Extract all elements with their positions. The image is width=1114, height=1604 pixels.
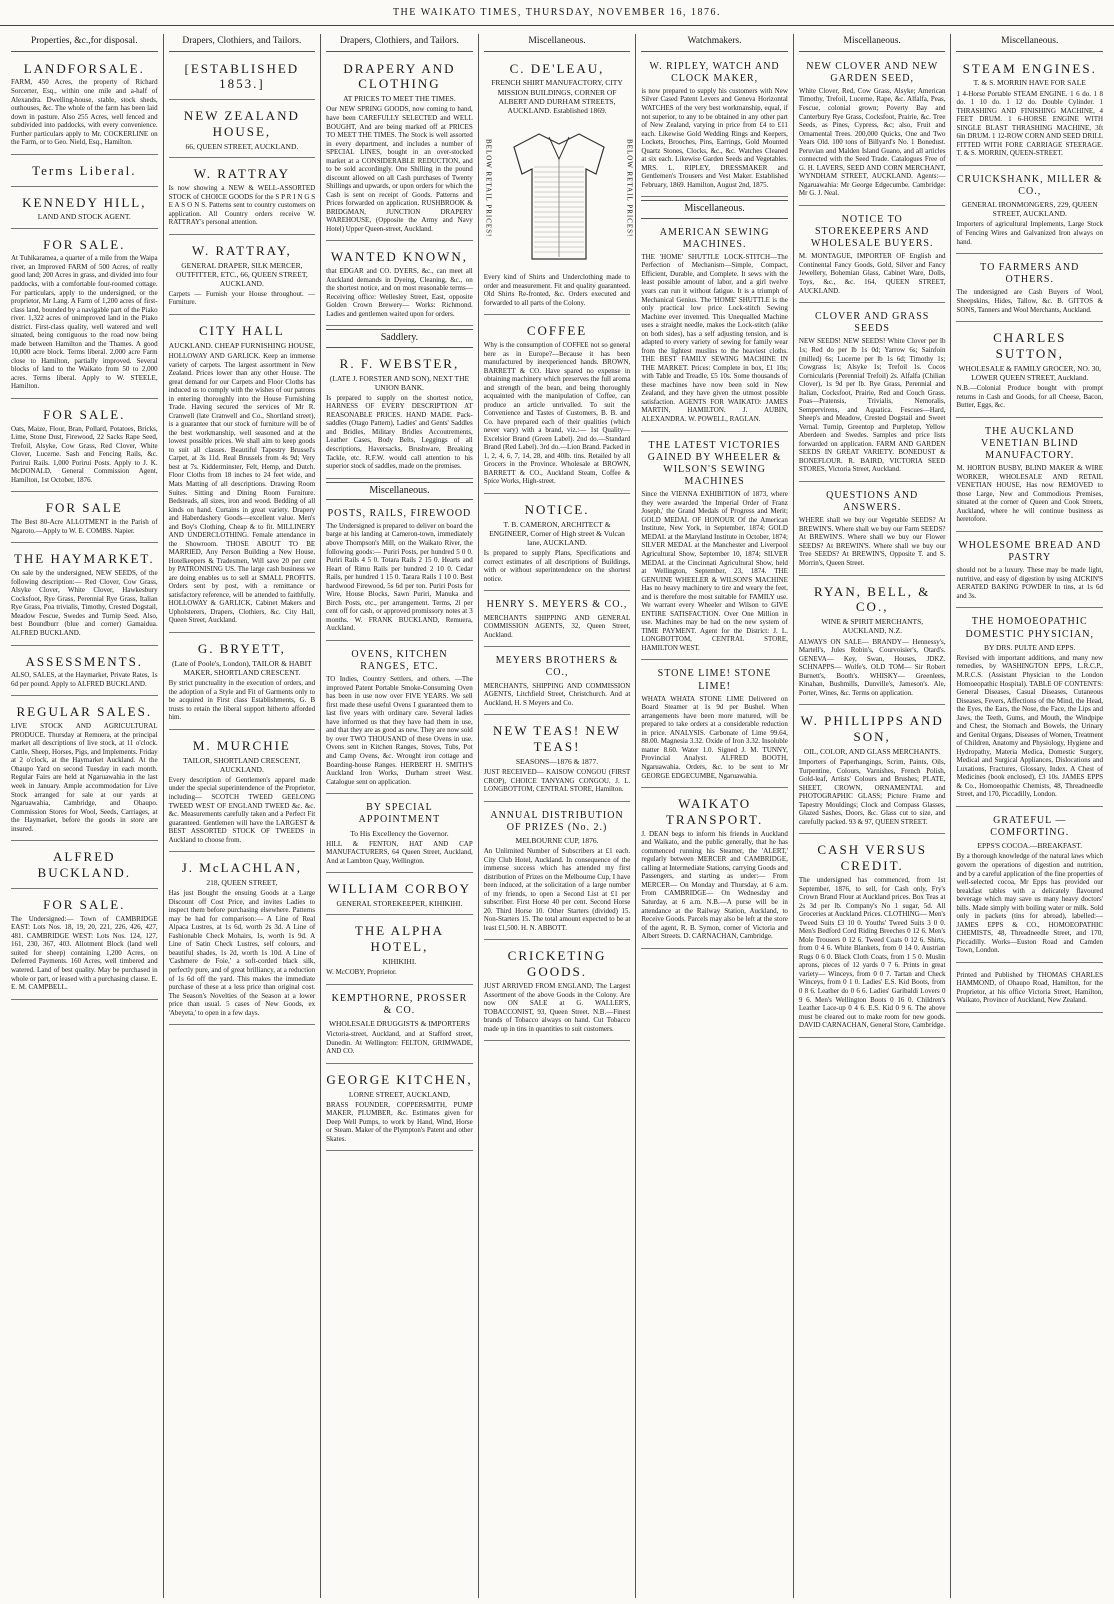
ad-title: FOR SALE.: [43, 406, 126, 422]
ad-body: is now prepared to supply his customers with New Silver Cased Patent Levers and Geneva Horizontal WATCHES of the very best workmanship, equal, if not superior, to any to be obtained in any other part of New Zealand, varying in price from £4 to £11 each. Likewise Gold Wedding Rings and Keepers, Lockets, Brooches, Pins, Earrings, Gold Mounted Quartz Stones, Clocks, &c., &c. Watches Cleaned at six each. Likewise Garden Seeds and Vegetables. MRS. L. RIPLEY, DRESSMAKER and Gentlemen's Trousers and Vest Maker. Established February, 1869. Hamilton, August 2nd, 1875.: [641, 86, 788, 189]
ad-title: ALFRED BUCKLAND.: [37, 849, 132, 881]
advertisement: [169, 161, 316, 235]
section-heading: Miscellaneous.: [641, 200, 788, 218]
ad-title: FOR SALE: [45, 500, 123, 516]
ad-title: CITY HALL: [198, 323, 285, 339]
ad-title: WILLIAM CORBOY: [327, 881, 472, 897]
ad-body: JUST ARRIVED FROM ENGLAND, The Largest Assortment of the above Goods in the Colony. Are now ON SALE at G. WALLER'S, TOBACCONIST, 93, Queen Street. N.B.—Finest brands of Tobacco always on hand. Cut Tobacco made up in tins in quantities to suit customers.: [483, 982, 631, 1033]
column-2: [163, 34, 321, 1598]
column-1: [6, 34, 163, 1598]
ad-title: THE LATEST VICTORIES GAINED BY WHEELER & WILSON'S SEWING MACHINES: [647, 439, 782, 488]
ad-body: Carpets — Furnish your House throughout. — Furniture.: [168, 289, 316, 307]
advertisement: [956, 56, 1103, 166]
ad-title: LANDFORSALE.: [23, 60, 145, 76]
ad-subtitle: AUCKLAND. CHEAP FURNISHING HOUSE,: [168, 340, 315, 350]
ad-title: M. MURCHIE: [192, 737, 291, 753]
ad-title: CRUICKSHANK, MILLER & CO.,: [956, 173, 1103, 198]
ad-body: HILL & FENTON, HAT AND CAP MANUFACTURERS, 64 Queen Street, Auckland, And at Lambton Quay, Wellington.: [326, 839, 473, 865]
ad-title: AMERICAN SEWING MACHINES.: [659, 226, 770, 250]
advertisement: [169, 56, 316, 101]
ad-title: TO FARMERS AND OTHERS.: [980, 262, 1080, 286]
ad-title: HENRY S. MEYERS & CO.,: [486, 599, 628, 611]
ad-title: W. RATTRAY: [193, 166, 291, 182]
ad-subtitle: TAILOR, SHORTLAND CRESCENT, AUCKLAND.: [183, 755, 301, 774]
ad-subtitle: GENERAL IRONMONGERS, 229, QUEEN STREET, AUCKLAND.: [961, 200, 1098, 219]
ad-subtitle: T. & S. MORRIN HAVE FOR SALE: [973, 78, 1086, 88]
advertisement: [326, 876, 473, 915]
vertical-caption-right: BELOW RETAIL PRICES!: [625, 139, 634, 238]
advertisement: [169, 733, 316, 852]
column-6: [793, 34, 951, 1598]
advertisement: [326, 918, 473, 984]
ad-body: The Undersigned:— Town of CAMBRIDGE EAST: Lots Nos. 18, 19, 20, 221, 226, 426, 427, 481. CAMBRIDGE WEST: Lots Nos. 124, 127, 161, 230, 367, 403. Allotment Block (land well suited for sheep) containing 1,200 Acres, on Deferred Payments. 160 Acres, well timbered and watered. Land of best quality. May be purchased in whole or part, or leased with a purchasing clause. E. E. M. CAMPBELL.: [11, 914, 158, 992]
advertisement: [169, 238, 316, 315]
ad-title: THE HAYMARKET.: [13, 551, 155, 567]
ad-subtitle: KIHIKIHI.: [382, 956, 417, 966]
advertisement: [799, 837, 946, 1037]
ad-subtitle: OIL, COLOR, AND GLASS MERCHANTS.: [803, 746, 941, 756]
ad-body: The Best 80-Acre ALLOTMENT in the Parish of Ngaroto.—Apply to W. E. COMBS. Napier.: [11, 518, 158, 535]
advertisement: [799, 56, 946, 206]
advertisement: [484, 718, 631, 801]
ad-title: FOR SALE.: [43, 896, 126, 912]
ad-body: M. HORTON BUSBY, BLIND MAKER & WIRE WORKER, WHOLESALE AND RETAIL VENETIAN HOUSE, Has now REMOVED to those Large, New and Commodious Premises, situated at the corner of Queen and Cook Streets, Auckland, where he will continue business as heretofore.: [956, 464, 1104, 524]
advertisement: [169, 103, 316, 158]
ad-body: ALSO, SALES, at the Haymarket, Private Rates, 1s 6d per pound. Apply to ALFRED BUCKLAND.: [11, 671, 158, 688]
advertisement: [484, 943, 631, 1041]
ad-title: W. RIPLEY, WATCH AND CLOCK MAKER,: [649, 60, 780, 84]
ad-title: C. DE'LEAU,: [509, 60, 605, 76]
advertisement: [956, 535, 1103, 609]
ad-title: THE HOMOEOPATHIC DOMESTIC PHYSICIAN,: [965, 616, 1094, 640]
ad-body: Oats, Maize, Flour, Bran, Pollard, Potatoes, Bricks, Lime, Stone Dust, Firewood, 22 Sacks Rape Seed, Trefoil, Alsyke, Cow Grass, Red Clover, White Clover, Lucerne. Sash and Fencing Rails, &c. Porirui Rails. 1,000 Porirui Posts. Apply to J. K. McDONALD, General Commission Agent, Hamilton, 1st October, 1876.: [11, 424, 158, 484]
ad-subtitle: 66, QUEEN STREET, AUCKLAND.: [185, 142, 299, 152]
advertisement: [956, 325, 1103, 418]
ad-body: W. McCOBY, Proprietor.: [326, 968, 397, 977]
column-7: [950, 34, 1108, 1598]
ad-body: N.B.—Colonial Produce bought with prompt returns in Cash and Goods, for all Cheese, Bacon, Butter, Eggs, &c.: [956, 384, 1104, 410]
ad-subtitle: LORNE STREET, AUCKLAND,: [348, 1089, 450, 1099]
ad-body: JUST RECEIVED— KAISOW CONGOU (FIRST CROP), CHOICE TANYANG CONGOU. J. L. LONGBOTTOM, CENTRAL STORE, Hamilton.: [483, 768, 631, 794]
advertisement: [799, 708, 946, 834]
ad-body: By strict punctuality in the execution of orders, and the adoption of a Style and Fit of Garments only to be acquired in First class Establishments, G. B trusts to retain the liberal support hitherto afforded him.: [168, 679, 316, 722]
advertisement: [641, 791, 788, 949]
advertisement: [11, 232, 158, 399]
advertisement: [11, 402, 158, 493]
masthead: THE WAIKATO TIMES, THURSDAY, NOVEMBER 16, 1876.: [0, 0, 1114, 26]
ad-title: CHARLES SUTTON,: [993, 330, 1067, 361]
column-5: [635, 34, 793, 1598]
advertisement: [641, 222, 788, 432]
ad-body: An Unlimited Number of Subscribers at £1 each. City Club Hotel, Auckland. In consequence of the immense success which has attended my first distribution of Prizes on the Melbourne Cup, I have been induced, at the solicitation of a large number of my friends, to open a Second List at £1 per subscriber. First Horse 40 per cent. Second Horse 20. Third Horse 10. Other Starters (divided) 15. Non-Starters 15. The total amount expected to be at least £1,500. H. N. ABBOTT.: [483, 847, 631, 932]
advertisement: [956, 611, 1103, 807]
ad-body: WHERE shall we buy our Vegetable SEEDS? At BREWIN'S. Where shall we buy our Farm SEEDS? At BREWIN'S. Where shall we buy our Flower SEEDS? At BREWIN'S. Where shall we buy our Tree SEEDS? At BREWIN'S, Opposite T. and S. Morrin's, Queen Street.: [798, 516, 946, 567]
advertisement: [956, 966, 1103, 1013]
ad-title: W. RATTRAY,: [191, 242, 292, 258]
ad-title: KENNEDY HILL,: [22, 194, 147, 210]
ad-title: THE AUCKLAND VENETIAN BLIND MANUFACTORY.: [980, 425, 1079, 462]
ad-title: Terms Liberal.: [32, 162, 137, 178]
ad-body: Importers of agricultural Implements, Large Stock of Fencing Wires and Galvanized Iron always on hand.: [956, 220, 1104, 246]
ad-title: WAIKATO TRANSPORT.: [665, 796, 764, 827]
ad-title: WANTED KNOWN,: [330, 249, 469, 265]
ad-subtitle: 218, QUEEN STREET,: [206, 878, 278, 888]
ad-subtitle: To His Excellency the Governor.: [350, 828, 449, 838]
ad-title: NOTICE TO STOREKEEPERS AND WHOLESALE BUYERS.: [810, 213, 934, 250]
column-heading: Properties, &c.,for disposal.: [11, 34, 158, 52]
ad-title: NEW CLOVER AND NEW GARDEN SEED,: [806, 60, 939, 84]
ad-title: GRATEFUL — COMFORTING.: [990, 814, 1070, 839]
ad-body: J. DEAN begs to inform his friends in Auckland and Waikato, and the public generally, that he has commenced running his Steamer, the 'ALERT,' regularly between MERCER and CAMBRIDGE, calling at Intermediate Stations, carrying Goods and Passengers, and starting as under:— From MERCER— On Monday and Thursday, at 6 a.m. From CAMBRIDGE— On Wednesday and Saturday, at 6 a.m. N.B.—A purse will be in attendance at the Railway Station, Auckland, to Receive Goods. Parcels may also be left at the store of the agent, R. B. Symon, corner of Victoria and Albert Streets. D. CARNACHAN, Cambridge.: [641, 829, 788, 941]
advertisement: [11, 699, 158, 841]
ad-title: NOTICE.: [524, 502, 590, 518]
column-heading: Miscellaneous.: [799, 34, 946, 52]
ad-body: WHATA WHATA STONE LIME Delivered on Board Steamer at 1s 9d per Bushel. When arrangements have been more matured, will be prepared to take orders at a considerable reduction in price. ANALYSIS. Carbonate of Lime 99.64, 88.00. Magnesia 3.32. Oxide of Iron 3.32. Insoluble matter 8.60. Water 1.0. Signed J. M. TUNNY, Provincial Analyst. ALFRED BOOTH, Ngaruawahia. Orders, &c. to be sent to Mr GEORGE EDGECUMBE, Ngaruawahia.: [641, 694, 788, 780]
ad-body: HOLLOWAY AND GARLICK. Keep an immense variety of carpets. The largest assortment in New Zealand. Prices lower than any other House. The great demand for our Carpets and Floor Cloths has induced us to comply with the wishes of our patrons in entering thoroughly into the House Furnishing Trade. Having secured the services of Mr R. Cranwell (late Cranwell and Co., Shortland street), is a guarantee that our stock of furniture will be of the best workmanship, well seasoned and at the lowest possible prices. We shall aim to keep goods to suit all classes. Beautiful Tapestry Brussel's Carpet, at 3s 11d. Real Brussels from 4s 9d; Very best at 7s. Kidderminster, Felt, Hemp, and Dutch. Floor Cloths from 18 inches to 24 feet wide, and Mats Matting of all descriptions. Drawing Room Suites. Sitting and Dining Room Furniture. Bedsteads, all sizes, iron and wood. Bedding of all kinds on hand. Curtains in great variety. Drapery and Haberdashery Goods—excellent value. Men's and Boy's Clothing, Cheap & to fit. MILLINERY AND UNDERCLOTHING. Female attendance in the Showroom. THOSE ABOUT TO BE MARRIED, Any Person Building a New House, Hotelkeepers & Tradesmen, Will save 20 per cent by PATRONISING US. The large cash business we are doing enables us to sell at SMALL PROFITS. Orders sent by post, with a remittance or satisfactory reference, will be attended to faithfully. HOLLOWAY & GARLICK, Cabinet Makers and Upholsterers, Drapers, Clothiers, &c. City Hall, Queen Street, Auckland.: [168, 352, 316, 625]
advertisement: [326, 244, 473, 326]
ad-title: FOR SALE.: [43, 236, 126, 252]
ad-title: REGULAR SALES.: [16, 704, 153, 720]
ad-body: By a thorough knowledge of the natural laws which govern the operations of digestion and nutrition, and by a careful application of the fine properties of well-selected cocoa, Mr Epps has provided our breakfast tables with a delicately flavoured beverage which may save us many heavy doctors' bills. Made simply with boiling water or milk. Sold only in packets (tins for abroad), labelled:— JAMES EPPS & CO., HOMOEOPATHIC CHEMISTS, 48, Threadneedle Street, and 170, Piccadilly. Works—Euston Road and Camden Town, London.: [956, 852, 1104, 955]
ad-title: CASH VERSUS CREDIT.: [817, 842, 927, 874]
column-heading: Miscellaneous.: [484, 34, 631, 52]
ad-title: DRAPERY AND CLOTHING: [343, 60, 456, 92]
ad-subtitle: GENERAL STOREKEEPER, KIHIKIHI.: [336, 899, 463, 909]
ad-title: STEAM ENGINES.: [962, 60, 1097, 76]
advertisement: [799, 579, 946, 706]
ad-title: THE ALPHA HOTEL,: [354, 923, 445, 955]
ad-body: White Clover, Red, Cow Grass, Alsyke; American Timothy, Trefoil, Lucerne, Rape, &c. Alfalfa, Peas, Fescue, colonial grown; Poverty Bay and Canterbury Rye Grass, Cocksfoot, Prairie, &c. Tree Seeds, as Pines, Cypress, &c; also, Fruit and Ornamental Trees. 200,000 Quicks, One and Two Years Old. 100 tons of Billyard's No. 1 Bonedust. Peruvian and Malden Island Guano, and all articles connected with the Seed Trade. Catalogues Free of G. H. LAVERS, SEED AND CORN MERCHANT, WYNDHAM STREET, AUCKLAND. Agents:—Ngaruawahia: Mr George Edgecumbe. Cambridge: Mr G. J. Neal.: [798, 86, 946, 198]
ad-body: TO Indies, Country Settlers, and others. —The improved Patent Portable Smoke-Consuming Oven has been in use now over FIVE YEARS. We sell first made these useful Ovens I guaranteed them to last five years with ordinary care. Several ladies have informed us that they have had them in use, and that they are as good as new. They are now sold by over TWO THOUSAND of these Ovens in use. Ovens sent in Kitchen Ranges, Stoves, Tubs, Pot and Camp Ovens, &c. Wrought iron cottage and Boarding-house Ranges. HERBERT H. SMITH'S Auckland Iron Works, Durham street West. Catalogue sent on application.: [326, 675, 473, 786]
ad-body: THE 'HOME' SHUTTLE LOCK-STITCH—The Perfection of Mechanism—Simple, Compact, Efficient, Durable, and Complete. It sews with the least possible amount of labor, and a girl twelve years can run it without fatigue. It is a triumph of Mechanical Genius. The 'HOME' SHUTTLE is the only practical low price Lock-stitch Sewing Machine ever invented. This Unequalled Machine uses a straight needle, makes the Lock-stitch (alike on both sides), has a self adjusting tension, and is adapted to every variety of sewing for family wear from the lightest muslins to the heaviest cloths. THE BEST FAMILY SEWING MACHINE IN THE MARKET. Prices: Complete in box, £1 10s; with Table and Treadle, £5 10s. Some thousands of these machines have now been sold in New Zealand, and they have given the utmost possible satisfaction. AGENTS FOR WAIKATO: JAMES MARTIN, HAMILTON. J. AUBIN, ALEXANDRA. W. POWELL, RAGLAN.: [641, 252, 788, 423]
ad-subtitle: GENERAL DRAPER, SILK MERCER, OUTFITTER, ETC., 66, QUEEN STREET, AUCKLAND.: [176, 260, 308, 288]
advertisement: [484, 497, 631, 591]
ad-body: Why is the consumption of COFFEE not so general here as in Europe?—Because it has been manufactured by inexperienced hands. BROWN, BARRETT & CO. Have spared no expense in obtaining machinery which preserves the full aroma and strength of the bean, and being thoroughly acquainted with the manipulation of Coffee, can produce an article unrivalled. To suit the Convenience and Tastes of Customers, B. B. and Co. have prepared each of their qualities (which never vary) with a brand, viz.:— 1st Quality—Excelsior Brand (Green Label). 2nd do.—Standard Brand (Red Label). 3rd do.—Lion Brand. Packed in 1, 2, 4, 6, 7, 14, 28, and 40lb. tins. Retailed by all Grocers in the Province. Wholesale at BROWN, BARRETT & CO., Auckland Steam, Coffee & Spice Works, High-street.: [483, 340, 631, 486]
ad-body: MERCHANTS SHIPPING AND GENERAL COMMISSION AGENTS, 32, Queen Street, Auckland.: [483, 613, 631, 639]
advertisement: [169, 636, 316, 730]
ad-body: Is now showing a NEW & WELL-ASSORTED STOCK of CHOICE GOODS for the S P R I N G S E A S O N S. Patterns sent to country customers on application. All Country orders receive W. RATTRAY's personal attention.: [168, 184, 316, 227]
ad-subtitle: T. B. CAMERON, ARCHITECT & ENGINEER, Corner of High street & Vulcan lane, AUCKLAND.: [489, 519, 625, 548]
ad-subtitle: BY DRS. PULTE AND EPPS.: [983, 642, 1076, 652]
ad-subtitle: (LATE J. FORSTER AND SON), NEXT THE UNION BANK.: [329, 373, 470, 392]
ad-title: ASSESSMENTS.: [25, 653, 144, 669]
advertisement: [169, 318, 316, 633]
ad-body: Has just Bought the ensuing Goods at a Large Discount off Cost Price, and invites Ladies to inspect them before purchasing elsewhere. Patterns may be had for comparison:— A Line of Real Alpaca Lustres, at 1s 6d, worth 2s 3d. A Line of Fashionable Check Mohairs, 1s, worth 1s 9d. A Line of Satin Check Lustres, self colours, and beautiful shades, 1s 2d, worth 1s 10d. A Line of 'Cashmere de Foie,' a soft-corded black silk, perfectly pure, and of great brilliancy, at a reduction of 1s 6d off the yard. This makes the immediate purchase of these at a less price than original cost. The Season's Novelties of the Season at a lower price than usual. 5 cases of New Goods, ex 'Abeyeta,' to open in a few days.: [168, 889, 316, 1017]
ad-body: Since the VIENNA EXHIBITION of 1873, where they were awarded 'the Imperial Order of Franz Joseph,' the Grand Medals of Progress and Merit; GOLD MEDAL OF HONOUR Of the American Institute, New York, in September, 1874; GOLD MEDAL at the Maryland Institute in October, 1874; SILVER MEDAL at the Manchester and Liverpool Agricultural Show, September 10, 1874; SILVER MEDAL at the Cincinnati Agricultural Show, held at Wellington, September, 23, 1874. THE GENUINE WHEELER & WILSON'S MACHINE Has no heavy machinery to tire and weary the feet, and is therefore the most suitable for FAMILY use. We warrant every Wheeler and Wilson to GIVE ENTIRE SATISFACTION. Over One Million in use. Machines may be had on the new system of TIME PAYMENT. Agent for the District: J. L. LONGBOTTOM, CENTRAL STORE, HAMILTON WEST.: [641, 490, 788, 652]
ad-subtitle: LAND AND STOCK AGENT.: [37, 212, 131, 222]
advertisement: [956, 421, 1103, 532]
advertisement: [11, 495, 158, 543]
ad-title: COFFEE: [526, 323, 588, 339]
ad-body: Is prepared to supply on the shortest notice, HARNESS OF EVERY DESCRIPTION AT REASONABLE PRICES. HAND MADE. Pack-saddles (Otago Pattern), Ladies' and Gents' Saddles and Bridles, Military Bridles Accoutrements, Leather Cases, Body Belts, Leggings of all descriptions, Haversacks, Brushware, Breaking Tackle, etc. R.F.W. would call attention to his superior stock of saddles, made on the premises.: [326, 393, 473, 471]
ad-subtitle: MELBOURNE CUP, 1876.: [515, 836, 599, 845]
ad-body: The undersigned has commenced, from 1st September, 1876, to sell, for Cash only, Fry's Crown Brand Flour at Auckland prices. Box Teas at 2s 3d per lb. Company's No 1 sugar, 5d. All Groceries at Auckland Prices. CLOTHING— Men's Tweed Suits £3 10 0. Youths' Tweed Suits 3 0 0. Men's Bedford Cord Riding Breeches 0 12 6. Men's Mole Trousers 0 12 6. Tweed Coats 0 12 6. Shirts, from 0 4 6. White Blankets, from 0 14 0. Austrian Rugs 0 6 0. Black Cloth Coats, from 1 5 0. Muslin aprons, pieces of 12 yards 0 7 6. Prints in great variety— Winceys, from 0 0 7. Tartan and Check Winceys, from 0 1 0. Ladies' E.S. Kid Boots, from 0 8 6. Leather do 0 6 6. Ladies' Garibaldi Lovers 0 9 6. Men's Wellington Boots 0 16 0. Children's Leather Lace-up 0 4 6. E.S. Kid 0 9 6. The above must be cleared out to make room for new goods. DAVID CARNACHAN, General Store, Cambridge.: [798, 876, 946, 1030]
ad-title: G. BRYETT,: [197, 641, 286, 657]
ad-body: Every description of Gentlemen's apparel made under the special superintendence of the Proprietor, including— SCOTCH TWEED GEELONG TWEED WEST OF ENGLAND TWEED &c. &c. &c. Measurements carefully taken and a Perfect Fit guaranteed. Gentlemen will have the LARGEST & BEST ASSORTED STOCK OF TWEEDS in Auckland to choose from.: [168, 775, 316, 844]
ad-body: The Undersigned is prepared to deliver on board the barge at his landing at Cameron-town, immediately above Thompson's Mill, on the Waikato River, the following goods:— Puriri Posts, per hundred 5 0 0. Puriri Rails 4 5 0. Totara Rails 2 15 0. Hearts and Heart of Rimu Rails per hundred 2 10 0. Cedar Rails, per hundred 1 15 0. Tarara Rails 1 10 0. Best hardwood Firewood, 5s 6d per ton. Puriri Posts for Wire, House Blocks, Sawn Puriri, Manuka and Birch Posts, etc., per arrangement. Terms, 2l per cent off for cash, or approved promissory notes at 3 months. W. FRANK BUCKLAND, Remuera, Auckland.: [326, 521, 473, 633]
ad-title: STONE LIME! STONE LIME!: [657, 668, 772, 692]
ad-subtitle: WINE & SPIRIT MERCHANTS, AUCKLAND, N.Z.: [821, 617, 924, 636]
ad-body: Importers of Paperhangings, Scrim, Paints, Oils, Turpentine, Colours, Varnishes, French Polish, Gold-leaf, Artists' Colours and Brushes; PLATE, SHEET, CROWN, ORNAMENTAL and PHOTOGRAPHIC GLASS; Picture Frame and Tapestry Mouldings; Clock and Compass Glasses, Glazed Sashes, Doors, &c. Glass cut to size, and carefully packed. 93 & 97, QUEEN STREET.: [798, 758, 946, 826]
ad-body: Is prepared to supply Plans, Specifications and correct estimates of all descriptions of Buildings, with or without superintendence on the shortest notice.: [483, 549, 631, 583]
advertisement: [956, 257, 1103, 322]
advertisement: [956, 169, 1103, 254]
advertisement: [326, 503, 473, 641]
ad-title: MEYERS BROTHERS & CO.,: [495, 655, 619, 679]
column-heading: Miscellaneous.: [956, 34, 1103, 52]
ad-body: 1 4-Horse Portable STEAM ENGINE. 1 6 do. 1 8 do. 1 10 do. 1 12 do. Double Cylinder. 1 THRASHING AND FINISHING MACHINE, 4 FEET DRUM. 1 6-HORSE ENGINE WITH SINGLE BLAST THRASHING MACHINE, 3ft 6in DRUM. 1 12-ROW CORN AND SEED DRILL FITTED WITH FORE CARRIAGE STEERAGE. T. & S. MORRIN, QUEEN-STREET.: [956, 89, 1104, 158]
column-4: [478, 34, 636, 1598]
column-heading: Drapers, Clothiers, and Tailors.: [169, 34, 316, 52]
ad-title: CLOVER AND GRASS SEEDS: [815, 311, 930, 335]
advertisement: [11, 546, 158, 645]
advertisement: [326, 988, 473, 1064]
advertisement: [11, 158, 158, 187]
advertisement: [484, 805, 631, 941]
advertisement: [11, 892, 158, 1000]
ad-title: [ESTABLISHED 1853.]: [184, 60, 300, 92]
advertisement: [11, 56, 158, 155]
ad-subtitle: SEASONS—1876 & 1877.: [515, 756, 599, 766]
advertisement: [799, 306, 946, 482]
advertisement: [11, 190, 158, 229]
ad-title: BY SPECIAL APPOINTMENT: [358, 802, 441, 826]
ad-body: Printed and Published by THOMAS CHARLES HAMMOND, of Ohaupo Road, Hamilton, for the Proprietor, at his office Victoria Street, Hamilton, Waikato, Province of Auckland, New Zealand.: [956, 970, 1104, 1005]
advertisement: [326, 351, 473, 479]
shirt-illustration: [484, 119, 634, 269]
advertisement: [483, 56, 634, 316]
ad-title: OVENS, KITCHEN RANGES, ETC.: [351, 648, 448, 673]
ad-body: M. MONTAGUE, IMPORTER OF English and Continental Fancy Goods, Gold, Silver and Fancy Jewellery, Bohemian Glass, Cabinet Ware, Dolls, Toys, &c., &c. 164, QUEEN STREET, AUCKLAND.: [798, 252, 946, 295]
advertisement: [11, 844, 158, 889]
advertisement: [484, 650, 631, 715]
section-heading: Miscellaneous.: [326, 482, 473, 500]
advertisement: [484, 594, 631, 647]
ad-body: Our NEW SPRING GOODS, now coming to hand, have been CAREFULLY SELECTED and WELL BOUGHT, And are being marked off at PRICES TO MEET THE TIMES. The Stock is well assorted in every department, and includes a number of SPECIAL LINES, bought in an over-stocked market at a CONSIDERABLE REDUCTION, and to be sold accordingly. One Shilling in the pound discount allowed on all Cash purchases of Twenty Shillings and upwards, or upon orders for which the Cash is sent on receipt of Goods. Patterns and Prices forwarded on application. RUSHBROOK & BRIDGMAN, JUNCTION DRAPERY WAREHOUSE, (Opposite the Army and Navy Hotel) Upper Queen-street, Auckland.: [326, 105, 473, 233]
ad-title: R. F. WEBSTER,: [339, 355, 460, 371]
ad-title: QUESTIONS AND ANSWERS.: [826, 489, 919, 514]
ad-title: KEMPTHORNE, PROSSER & CO.: [331, 992, 468, 1016]
ad-title: POSTS, RAILS, FIREWOOD: [327, 507, 472, 519]
advertisement: [799, 209, 946, 303]
column-heading: Watchmakers.: [641, 34, 788, 52]
section-heading: Saddlery.: [326, 329, 473, 347]
ad-subtitle: FRENCH SHIRT MANUFACTORY, CITY MISSION BUILDINGS, CORNER OF ALBERT AND DURHAM STREETS, AUCKLAND. Established 1869.: [491, 78, 623, 115]
ad-subtitle: WHOLESALE & FAMILY GROCER, NO. 30, LOWER QUEEN STREET, Auckland.: [958, 363, 1102, 382]
ad-body: On sale by the undersigned, NEW SEEDS, of the following description:— Red Clover, Cow Grass, Alsyke Clover, White Clover, Hawkesbury Cocksfoot, Rye Grass, Perennial Rye Grass, Italian Rye Grass, Poa trivialis, Timothy, Crested Dogstail, Meadow Fescue, Swedes and Turnip Seed. Also, best Boundburr (blue and corner) Gamaidua. ALFRED BUCKLAND.: [11, 569, 158, 637]
advertisement: [956, 810, 1103, 963]
column-container: [6, 34, 1108, 1598]
advertisement: [641, 56, 788, 198]
ad-body: Victoria-street, Auckland, and at Stafford street, Dunedin. At Wellington: FELTON, GRIMWADE, AND CO.: [326, 1030, 473, 1056]
ad-title: RYAN, BELL, & CO.,: [814, 583, 931, 615]
ad-body: Every kind of Shirts and Underclothing made to order and measurement. Fit and quality guaranteed. Old Shirts Re-fronted, &c. Orders executed and forwarded to all parts of the Colony.: [483, 273, 631, 307]
ad-title: ANNUAL DISTRIBUTION OF PRIZES (No. 2.): [490, 809, 624, 833]
advertisement: [11, 649, 158, 697]
ad-body: that EDGAR and CO. DYERS, &c., can meet all Auckland demands in Dyeing, Cleaning, &c., on the shortest notice, and on most reasonable terms—Receiving office: Wellesley Street, East, opposite Golden Crown Brewery— Works: Richmond. Ladies and gentlemen waited upon for orders.: [326, 267, 473, 318]
ad-body: ALWAYS ON SALE— BRANDY— Hennessy's, Martell's, Jules Robin's, Courvoisier's, Otard's. GENEVA— Key, Swan, Houses, JDKZ. SCHNAPPS— Wolfe's. OLD TOM— Sir Robert Burnett's, Booth's. WHISKY— Greenlees, Kinahan, Bushmills, Dunville's, Jameson's. Ale, Porter, Wines, &c. Terms on application.: [798, 637, 946, 697]
ad-body: MERCHANTS, SHIPPING AND COMMISSION AGENTS, Litchfield Street, Christchurch. And at Auckland, H. S Meyers and Co.: [483, 681, 631, 707]
ad-body: BRASS FOUNDER, COPPERSMITH, PUMP MAKER, PLUMBER, &c. Estimates given for Deep Well Pumps, to work by Hand, Wind, Horse or Steam. Maker of the Plympton's Patent and other Skates.: [326, 1100, 473, 1143]
ad-subtitle: EPPS'S COCOA.—BREAKFAST.: [977, 841, 1083, 851]
ad-title: NEW ZEALAND HOUSE,: [183, 108, 300, 140]
column-heading: Drapers, Clothiers, and Tailors.: [326, 34, 473, 52]
ad-body: should not be a luxury. These may be made light, nutritive, and easy of digestion by using AICKIN'S AERATED BAKING POWDER In tins, at 1s 6d and 3s.: [956, 566, 1104, 600]
ad-subtitle: WHOLESALE DRUGGISTS & IMPORTERS: [328, 1019, 470, 1028]
shirt-icon: [484, 119, 634, 269]
ad-title: WHOLESOME BREAD AND PASTRY: [958, 539, 1102, 564]
ad-body: NEW SEEDS! NEW SEEDS! White Clover per lb 1s; Red do per lb 1s 0d; Yarrow 6s; Sainfoin (milled) 6s; Lucerne per lb 1s 6d; Timothy 1s; Cowgrass 1s; Alsyke 1s; Trefoil 1s. Cocos Cornicularis (Perennial Trefoil) 2s. Alfalfa (Chilian Clover), 1s 9d per lb. Rye Grass, Perennial and Italian, Cocksfoot, Prairie, Red and Couch Grass. Poas—Pratensis, Trivialis, Nemoralis, Sempervirens, and Aquatica. Fescues—Hard, Sheep's and Meadow, Crested Dogstail and Sweet Vernal. Turnip, Greentop and Purpletop, Yellow Aberdeen and Swedes. Samples and price lists forwarded on application. FARM AND GARDEN SEEDS IN GREAT VARIETY. BONEDUST & BONEFLOUR. R. BAIRD, VICTORIA SEED STORES, Victoria Street, Auckland.: [798, 337, 946, 474]
advertisement: [484, 318, 631, 494]
advertisement: [169, 855, 316, 1025]
ad-body: Revised with important additions, and many new remedies, by WASHINGTON EPPS, L.R.C.P., M.R.C.S. (Assistant Physician to the London Homoeopathic Hospital). TABLE OF CONTENTS: General Diseases, Casual Diseases, Cutaneous Diseases, Fevers, Affections of the Mind, the Head, the Eyes, the Ears, the Nose, the Face, the Lips and Jaws, the Teeth, Gums, and Mouth, the Windpipe and Chest, the Stomach and Bowels, the Urinary and Genital Organs, Diseases of Women, Treatment of Children, Anatomy and Physiology, Hygiene and Hydropathy, Materia Medica, Domestic Surgery, Medical and Surgical Appliances, Dislocations and Luxations, Fractures, Glossary, Index. A Chest of Medicines (book enclosed), £3 10s. JAMES EPPS & Co., Homoeopathic Chemists, 48, Threadneedle Street, and 170, Piccadilly, London.: [956, 653, 1104, 799]
advertisement: [326, 644, 473, 794]
ad-title: CRICKETING GOODS.: [507, 948, 607, 980]
advertisement: [641, 663, 788, 788]
ad-body: At Tuhikaramea, a quarter of a mile from the Waipa river, an Improved FARM of 500 Acres, of really good land; 200 Acres in grass, and divided into four paddocks, with a comfortable four-roomed cottage. For particulars, apply to the undersigned, or the proprietor, Mr Lang. A Farm of 1,200 acres of first-class land, bounded by a navigable part of the Piako river. 1,322 acres of unimproved land in the Piako district. First-class quality, well watered and well situated, being contiguous to the road now being made between Hamilton and the Thames. A good 10,000 acre block. Terms liberal. 2,000 acre Farm close to Hamilton, partially improved. Several blocks of land to the Waikato from 50 to 2,000 acres. Terms liberal. Apply to W. STEELE, Hamilton.: [11, 254, 158, 391]
advertisement: [326, 56, 473, 242]
ad-title: J. McLACHLAN,: [181, 860, 302, 876]
ad-subtitle: AT PRICES TO MEET THE TIMES.: [343, 94, 456, 104]
ad-subtitle: (Late of Poole's, London), TAILOR & HABIT MAKER, SHORTLAND CRESCENT.: [171, 658, 312, 678]
ad-title: NEW TEAS! NEW TEAS!: [492, 723, 622, 755]
ad-body: FARM, 450 Acres, the property of Richard Sorcerter, Esq., within one mile and a-half of Alexandra. Dwelling-house, stable, stock sheds, outhouses, &c. The whole of the farm has been laid down in pasture. Also 255 Acres, well fenced and subdivided into paddocks, with every convenience. Further particulars apply to Mr. COCKERLINE on the Farm, or to Geo. Nield, Esq., Hamilton.: [11, 78, 158, 147]
advertisement: [326, 797, 473, 873]
advertisement: [326, 1067, 473, 1152]
advertisement: [799, 485, 946, 576]
vertical-caption-left: BELOW RETAIL PRICES!: [484, 139, 493, 238]
ad-title: W. PHILLIPPS AND SON,: [800, 713, 944, 745]
column-3: [320, 34, 478, 1598]
ad-body: LIVE STOCK AND AGRICULTURAL PRODUCE. Thursday at Remuera, at the principal market all descriptions of live stock, at 11 o'clock. Cattle, Sheep, Horses, Pigs, and Implements. Friday at 2 o'clock, at the Haymarket Auckland. At the Ohaupo Yard on second Tuesday in each month. Regular Fairs are held at Ngaruawahia in the last week in January. Ample accommodation for Live Stock arranged for sale at our yards at Ngaruawahia, Cambridge, and Ohaupo. Commission Stores for Wool, Seeds, Carriages, at the Haymarket, before the goods in store are insured.: [11, 722, 158, 833]
advertisement: [641, 435, 788, 661]
ad-title: GEORGE KITCHEN,: [326, 1071, 473, 1087]
ad-body: The undersigned are Cash Buyers of Wool, Sheepskins, Hides, Tallow, &c. B. GITTOS & SONS, Tanners and Wool Merchants, Auckland.: [956, 288, 1104, 314]
